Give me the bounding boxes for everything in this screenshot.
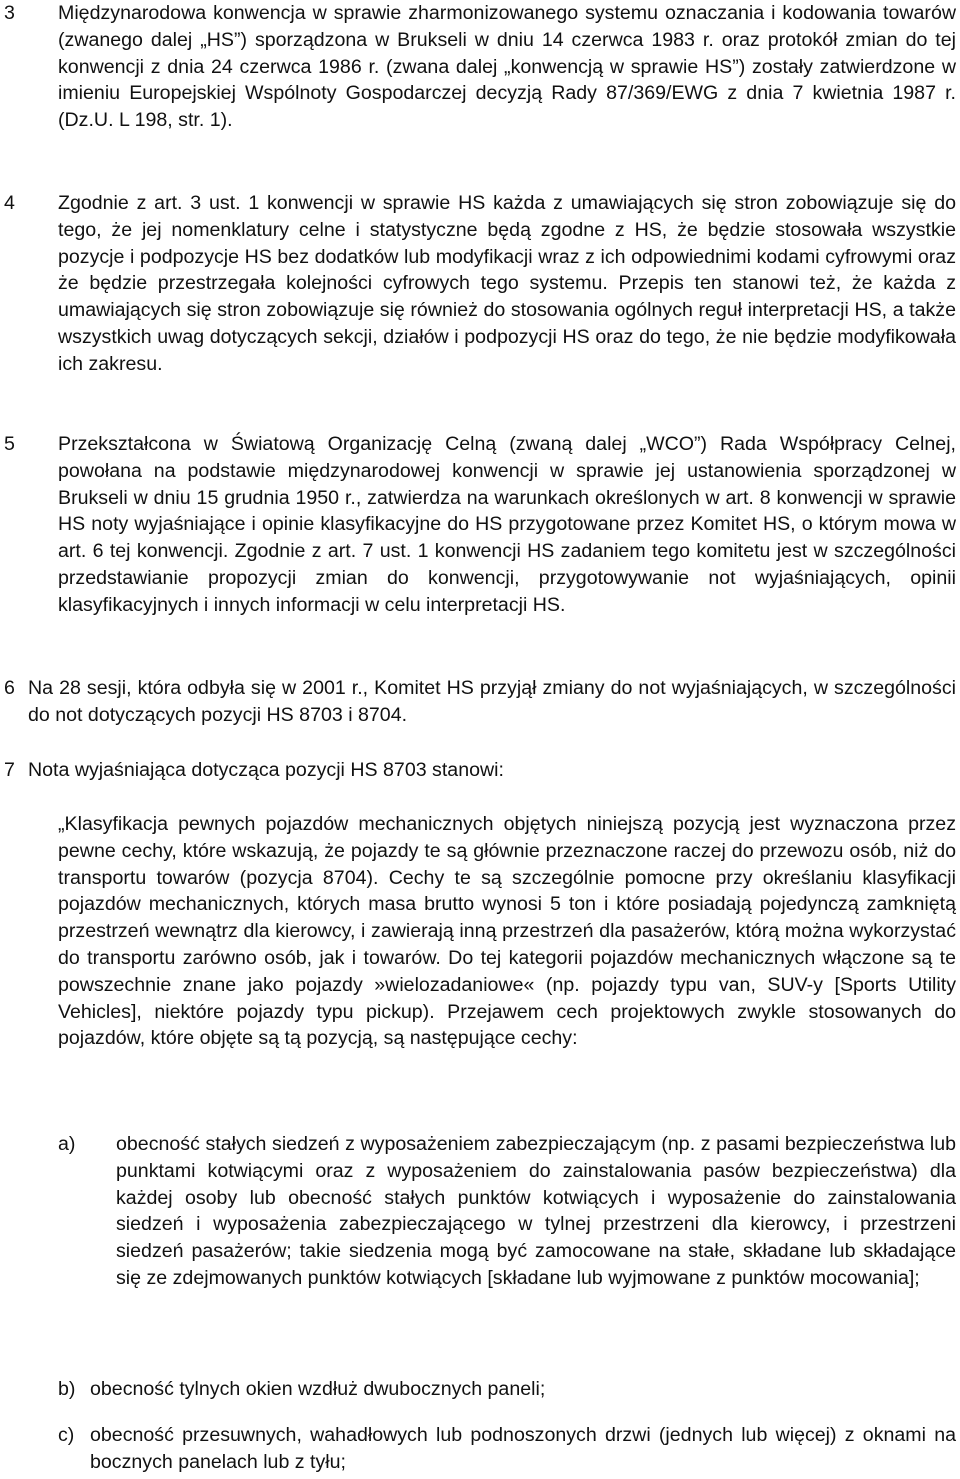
list-item-text: obecność tylnych okien wzdłuż dwubocznych paneli; — [90, 1378, 546, 1400]
list-item-label: a) — [58, 1133, 76, 1155]
paragraph-number: 3 — [4, 2, 15, 24]
list-item-text: obecność stałych siedzeń z wyposażeniem zabezpieczającym (np. z pasami bezpieczeństwa lub punktami kotwiącymi oraz z wyposażeniem do zainstalowania pasów bezpieczeństwa) dla każdej osoby lub obecność stałych punktów kotwiących i wyposażenie do zainstalowania siedzeń i wyposażenia zabezpieczającego w tylnej przestrzeni dla kierowcy, i przestrzeni siedzeń pasażerów; takie siedzenia mogą być zamocowane na stałe, składane lub składające się ze zdejmowanych punktów kotwiących [składane lub wyjmowane z punktów mocowania]; — [116, 1133, 956, 1289]
paragraph-text: Nota wyjaśniająca dotycząca pozycji HS 8703 stanowi: — [28, 759, 504, 781]
paragraph-number: 5 — [4, 433, 15, 455]
paragraph-number: 4 — [4, 192, 15, 214]
paragraph-4 — [0, 190, 956, 405]
paragraph-7 — [0, 757, 956, 787]
note-quote — [0, 811, 956, 1136]
paragraph-6 — [0, 675, 956, 731]
list-item-b — [0, 1376, 956, 1404]
paragraph-text: Przekształcona w Światową Organizację Celną (zwaną dalej „WCO”) Rada Współpracy Celnej, powołana na podstawie międzynarodowej konwencji w sprawie jej ustanowienia sporządzonej w Brukseli w dniu 15 grudnia 1950 r., zatwierdza na warunkach określonych w art. 8 konwencji w sprawie HS noty wyjaśniające i opinie klasyfikacyjne do HS przygotowane przez Komitet HS, o którym mowa w art. 6 tej konwencji. Zgodnie z art. 7 ust. 1 konwencji HS zadaniem tego komitetu jest w szczególności przedstawianie propozycji zmian do konwencji, przygotowywanie not wyjaśniających, opinii klasyfikacyjnych i innych informacji w celu interpretacji HS. — [58, 433, 956, 616]
note-quote-text: „Klasyfikacja pewnych pojazdów mechanicznych objętych niniejszą pozycją jest wyznaczona przez pewne cechy, które wskazują, że pojazdy te są głównie przeznaczone raczej do przewozu osób, niż do transportu towarów (pozycja 8704). Cechy te są szczególnie pomocne przy określaniu klasyfikacji pojazdów mechanicznych, których masa brutto wynosi 5 ton i które posiadają pojedynczą zamkniętą przestrzeń wewnątrz dla kierowcy, i zawierają inną przestrzeń dla pasażerów, którą można wykorzystać do transportu zarówno osób, jak i towarów. Do tej kategorii pojazdów mechanicznych włączone są te powszechnie znane jako pojazdy »wielozadaniowe« (np. pojazdy typu van, SUV-y [Sports Utility Vehicles], niektóre pojazdy typu pickup). Przejawem cech projektowych zwykle stosowanych do pojazdów, które objęte są tą pozycją, są następujące cechy: — [58, 813, 956, 1050]
list-item-c — [0, 1422, 956, 1478]
paragraph-text: Międzynarodowa konwencja w sprawie zharmonizowanego systemu oznaczania i kodowania towarów (zwanego dalej „HS”) sporządzona w Brukseli w dniu 14 czerwca 1983 r. oraz protokół zmian do tej konwencji z dnia 24 czerwca 1986 r. (zwana dalej „konwencją w sprawie HS”) zostały zatwierdzone w imieniu Europejskiej Wspólnoty Gospodarczej decyzją Rady 87/369/EWG z dnia 7 kwietnia 1987 r. (Dz.U. L 198, str. 1). — [58, 2, 956, 132]
paragraph-number: 7 — [4, 759, 15, 781]
list-item-a — [0, 1131, 956, 1353]
paragraph-3 — [0, 0, 956, 162]
list-item-text: obecność przesuwnych, wahadłowych lub podnoszonych drzwi (jednych lub więcej) z oknami na bocznych panelach lub z tyłu; — [90, 1424, 956, 1473]
paragraph-text: Na 28 sesji, która odbyła się w 2001 r., Komitet HS przyjął zmiany do not wyjaśniających, w szczególności do not dotyczących pozycji HS 8703 i 8704. — [28, 677, 956, 726]
paragraph-5 — [0, 431, 956, 649]
list-item-label: c) — [58, 1424, 75, 1446]
paragraph-number: 6 — [4, 677, 15, 699]
list-item-label: b) — [58, 1378, 76, 1400]
paragraph-text: Zgodnie z art. 3 ust. 1 konwencji w sprawie HS każda z umawiających się stron zobowiązuje się do tego, że jej nomenklatury celne i statystyczne będą zgodne z HS, że będzie stosowała wszystkie pozycje i podpozycje HS bez dodatków lub modyfikacji wraz z ich odpowiednimi kodami cyfrowymi oraz że będzie przestrzegała kolejności cyfrowych tego systemu. Przepis ten stanowi też, że każda z umawiających się stron zobowiązuje się również do stosowania ogólnych reguł interpretacji HS, a także wszystkich uwag dotyczących sekcji, działów i podpozycji HS oraz do tego, że nie będzie modyfikowała ich zakresu. — [58, 192, 956, 375]
